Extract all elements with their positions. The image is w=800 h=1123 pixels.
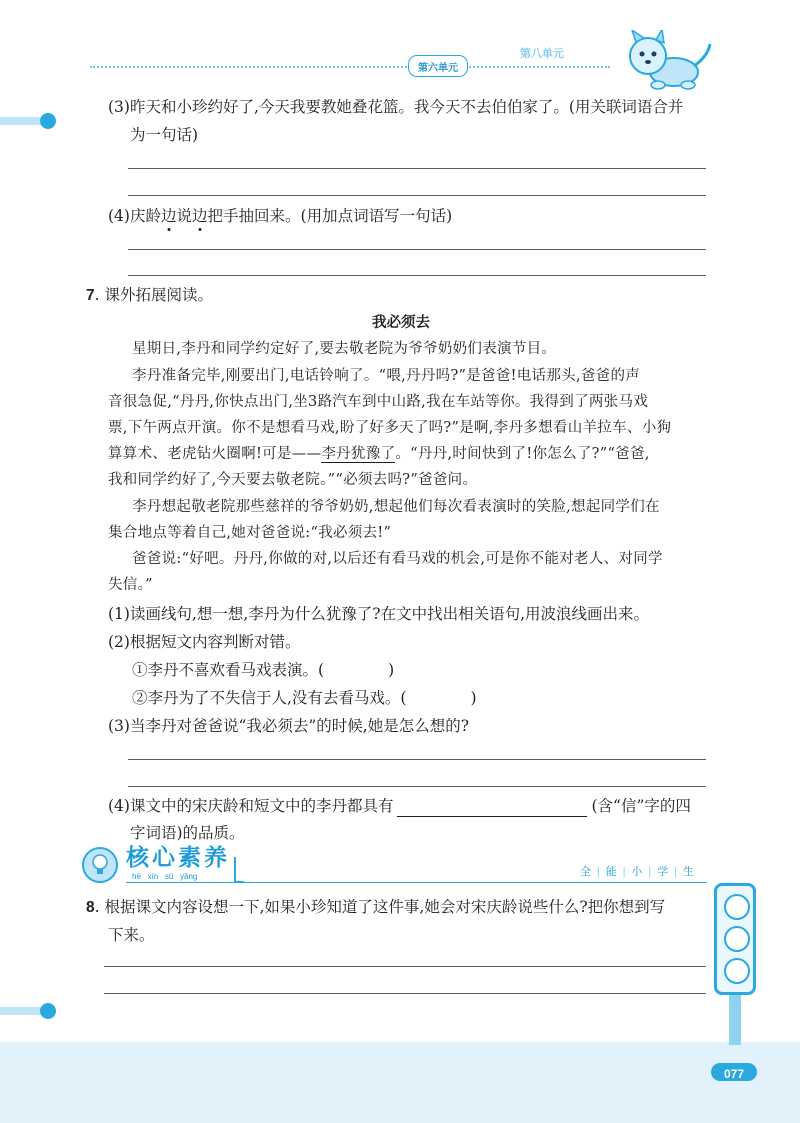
- q7-sub4-line2: 字词语)的品质。: [130, 824, 245, 842]
- answer-line[interactable]: [128, 275, 706, 276]
- brand-label: 全 | 能 | 小 | 学 | 生: [580, 865, 695, 878]
- q7-number: 7: [86, 287, 95, 304]
- passage-paragraph: 李丹想起敬老院那些慈祥的爷爷奶奶,想起他们每次看表演时的笑脸,想起同学们在: [132, 499, 660, 515]
- section-title-bracket: [234, 857, 244, 883]
- answer-line[interactable]: [128, 249, 706, 250]
- q8-number: 8: [86, 899, 95, 916]
- page-number-badge: [711, 1063, 757, 1081]
- q7-passage-title: 我必须去: [372, 315, 430, 331]
- section-header: [82, 843, 707, 887]
- lightbulb-icon: [82, 847, 118, 883]
- q7-sub4: (4)课文中的宋庆龄和短文中的李丹都具有 (含“信”字的四: [108, 797, 691, 815]
- q7-judge2: ②李丹为了不失信于人,没有去看马戏。( ): [132, 689, 477, 707]
- answer-line[interactable]: [128, 786, 706, 787]
- footer-band: [0, 1042, 800, 1123]
- q7-sub3: (3)当李丹对爸爸说“我必须去”的时候,她是怎么想的?: [108, 717, 470, 735]
- section-title: 核心素养: [126, 845, 230, 871]
- passage-line: 我和同学约好了,今天要去敬老院。”“必须去吗?”爸爸问。: [108, 472, 478, 488]
- page-number: 077: [723, 1067, 745, 1081]
- q6-item3-line2: 为一句话): [130, 126, 199, 144]
- answer-line[interactable]: [104, 966, 706, 967]
- header-unit-right: 第八单元: [520, 48, 564, 60]
- left-bone-top: [0, 113, 56, 129]
- section-pinyin: hé xīn sù yǎng: [132, 872, 198, 881]
- dog-mascot-icon: [622, 30, 714, 92]
- q6-item3-line1: (3)昨天和小珍约好了,今天我要教她叠花篮。我今天不去伯伯家了。(用关联词语合并: [108, 98, 684, 116]
- passage-paragraph: 星期日,李丹和同学约定好了,要去敬老院为爷爷奶奶们表演节目。: [132, 341, 557, 357]
- answer-line[interactable]: [128, 759, 706, 760]
- traffic-light-pole: [729, 995, 741, 1045]
- answer-line[interactable]: [128, 168, 706, 169]
- left-bone-bottom: [0, 1003, 56, 1019]
- passage-line: 失信。”: [108, 577, 153, 593]
- underlined-sentence: 李丹犹豫了: [321, 446, 396, 462]
- fill-in-blank[interactable]: [397, 799, 587, 817]
- emphasis-dot-char: 边: [160, 207, 177, 225]
- passage-paragraph: 爸爸说:“好吧。丹丹,你做的对,以后还有看马戏的机会,可是你不能对老人、对同学: [132, 551, 663, 567]
- header-dotted-rule: [90, 66, 610, 68]
- emphasis-dot-char: 边: [192, 207, 208, 225]
- header-unit-badge: [408, 55, 468, 77]
- header-unit-left: 第六单元: [418, 63, 458, 74]
- q7-instruction: 7. 课外拓展阅读。: [86, 286, 213, 304]
- q7-judge1: ①李丹不喜欢看马戏表演。( ): [132, 661, 395, 679]
- q6-item4: (4)庆龄边说边把手抽回来。(用加点词语写一句话): [108, 207, 453, 225]
- passage-line: 票,下午两点开演。你不是想看马戏,盼了好多天了吗?”是啊,李丹多想看山羊拉车、小狗: [108, 420, 672, 436]
- q7-sub1: (1)读画线句,想一想,李丹为什么犹豫了?在文中找出相关语句,用波浪线画出来。: [108, 605, 650, 623]
- q8-line2: 下来。: [108, 926, 155, 944]
- answer-line[interactable]: [104, 993, 706, 994]
- q7-sub2: (2)根据短文内容判断对错。: [108, 633, 301, 651]
- passage-line-with-underline: 算算术、老虎钻火圈啊!可是——李丹犹豫了。“丹丹,时间快到了!你怎么了?”“爸爸,: [108, 446, 650, 462]
- traffic-light-icon: [714, 883, 756, 995]
- passage-paragraph: 李丹准备完毕,刚要出门,电话铃响了。“喂,丹丹吗?”是爸爸!电话那头,爸爸的声: [132, 368, 641, 384]
- answer-line[interactable]: [128, 195, 706, 196]
- section-underline: [126, 882, 707, 883]
- passage-line: 集合地点等着自己,她对爸爸说:“我必须去!”: [108, 525, 392, 541]
- q8-line1: 8. 根据课文内容设想一下,如果小珍知道了这件事,她会对宋庆龄说些什么?把你想到写: [86, 898, 666, 916]
- passage-line: 音很急促,“丹丹,你快点出门,坐3路汽车到中山路,我在车站等你。我得到了两张马戏: [108, 394, 649, 410]
